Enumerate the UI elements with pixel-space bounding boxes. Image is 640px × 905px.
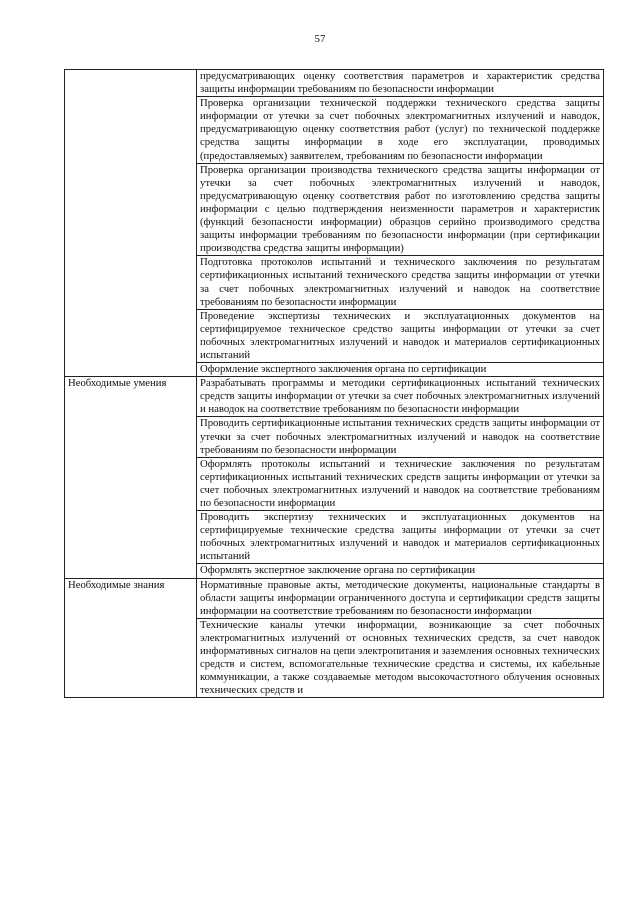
table-row bbox=[65, 70, 604, 97]
row-text: предусматривающих оценку соответствия параметров и характеристик средства защиты информации требованиям по безопасности информации bbox=[197, 70, 604, 97]
row-group-label bbox=[65, 70, 197, 377]
table-row bbox=[65, 377, 604, 417]
row-text: Оформлять протоколы испытаний и технические заключения по результатам сертификационных испытаний технических средств защиты информации от утечки за счет побочных электромагнитных излучений и наводок на соответствие требованиям по безопасности информации bbox=[197, 457, 604, 510]
row-group-label: Необходимые умения bbox=[65, 377, 197, 578]
row-text: Проведение экспертизы технических и эксплуатационных документов на сертифицируемое техническое средство защиты информации от утечки за счет побочных электромагнитных излучений и наводок и материалов сертификационных испытаний bbox=[197, 309, 604, 362]
table-row bbox=[65, 578, 604, 618]
table-body bbox=[65, 70, 604, 698]
row-text: Проводить сертификационные испытания технических средств защиты информации от утечки за счет побочных электромагнитных излучений и наводок на соответствие требованиям по безопасности информации bbox=[197, 417, 604, 457]
row-text: Проводить экспертизу технических и эксплуатационных документов на сертифицируемые технические средства защиты информации от утечки за счет побочных электромагнитных излучений и наводок и материалов сертификационных испытаний bbox=[197, 511, 604, 564]
page-number: 57 bbox=[314, 33, 326, 45]
row-text: Проверка организации технической поддержки технического средства защиты информации от утечки за счет побочных электромагнитных излучений и наводок, предусматривающую оценку соответствия работ (услуг) по технической поддержке средства защиты информации в ходе его эксплуатации, проводимых (предоставляемых) заявителем, требованиям по безопасности информации bbox=[197, 97, 604, 163]
competency-table bbox=[64, 69, 604, 698]
row-text: Проверка организации производства технического средства защиты информации от утечки за счет побочных электромагнитных излучений и наводок, предусматривающую оценку соответствия работ по изготовлению средства защиты информации с целью подтверждения неизменности параметров и характеристик (функций безопасности информации) образцов серийно производимого средства защиты информации требованиям по безопасности информации (при сертификации производства средства защиты информации) bbox=[197, 163, 604, 256]
row-text: Разрабатывать программы и методики сертификационных испытаний технических средств защиты информации от утечки за счет побочных электромагнитных излучений и наводок на соответствие требованиям по безопасности информации bbox=[197, 377, 604, 417]
row-group-label: Необходимые знания bbox=[65, 578, 197, 698]
row-text: Оформление экспертного заключения органа по сертификации bbox=[197, 363, 604, 377]
row-text: Подготовка протоколов испытаний и технического заключения по результатам сертификационных испытаний технического средства защиты информации от утечки за счет побочных электромагнитных излучений и наводок на соответствие требованиям по безопасности информации bbox=[197, 256, 604, 309]
row-text: Оформлять экспертное заключение органа по сертификации bbox=[197, 564, 604, 578]
row-text: Технические каналы утечки информации, возникающие за счет побочных электромагнитных излучений от основных технических средств, за счет наводок информативных сигналов на цепи электропитания и заземления основных технических средств и систем, вспомогательные технические средства и системы, их кабельные коммуникации, а также создаваемые методом высокочастотного облучения основных технических средств и bbox=[197, 618, 604, 698]
row-text: Нормативные правовые акты, методические документы, национальные стандарты в области защиты информации ограниченного доступа и сертификации средств защиты информации на соответствие требованиям по безопасности информации bbox=[197, 578, 604, 618]
